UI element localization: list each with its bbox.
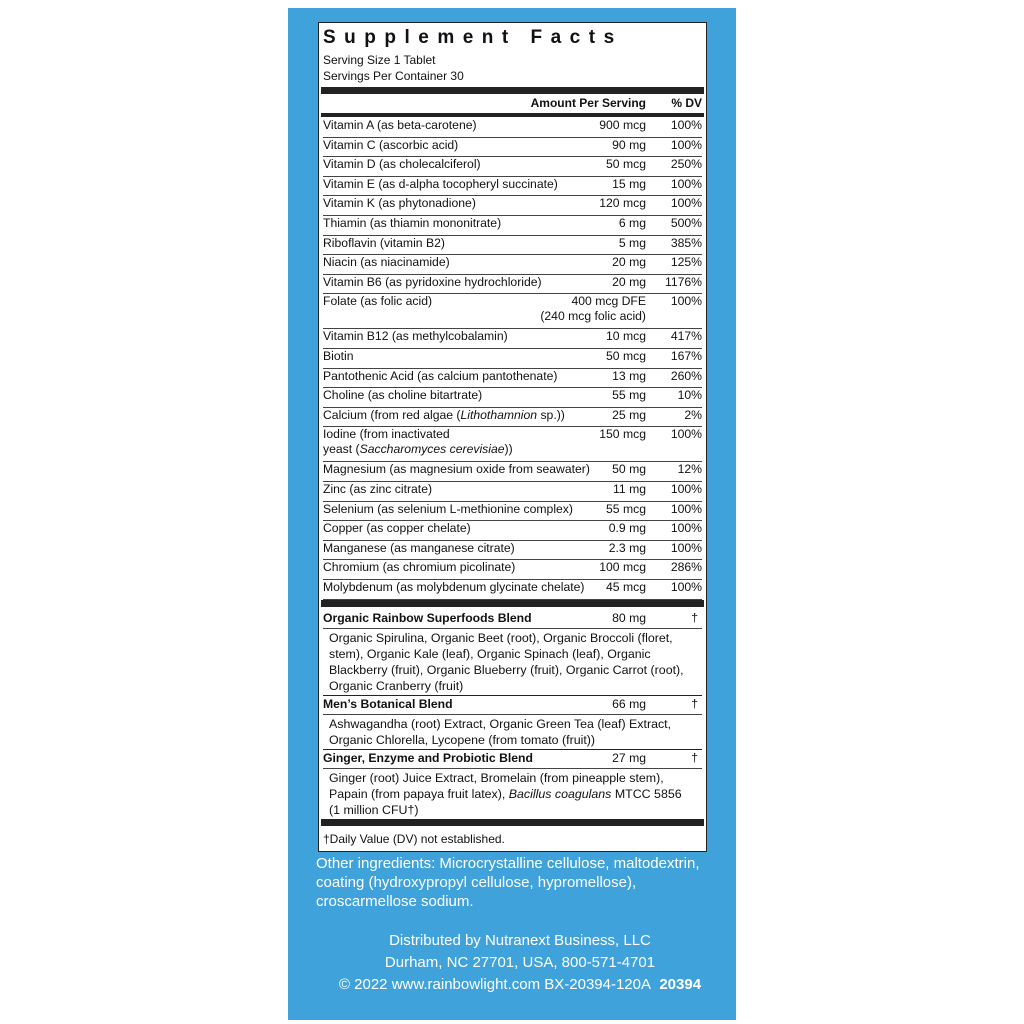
blend-ingredients: Ginger (root) Juice Extract, Bromelain (from pineapple stem), Papain (from papaya fruit latex), Bacillus coagulans MTCC 5856 (1 million CFU†) <box>329 771 682 817</box>
nutrient-dv: 250% <box>670 157 702 172</box>
blend-header <box>323 751 702 769</box>
nutrient-name: Vitamin B12 (as methylcobalamin) <box>323 329 508 344</box>
nutrient-amount: 55 mcg <box>606 501 646 516</box>
nutrient-amount: 6 mg <box>618 216 646 230</box>
nutrient-dv: 100% <box>670 176 702 191</box>
dv-header: % DV <box>671 96 702 110</box>
nutrient-dv: 100% <box>670 540 702 555</box>
nutrient-amount: 11 mg <box>613 482 646 496</box>
blend-ingredients: Organic Spirulina, Organic Beet (root), Organic Broccoli (floret, stem), Organic Kale (leaf), Organic Spinach (leaf), Organic Blackberry (fruit), Organic Blueberry (fruit), Organic Carrot (root), Organic Cranberry (fruit) <box>329 631 684 693</box>
nutrient-name: Folate (as folic acid) <box>323 294 433 309</box>
nutrient-dv: 500% <box>670 216 702 230</box>
nutrient-dv: 286% <box>670 560 702 575</box>
nutrient-amount: 50 mcg <box>606 349 646 363</box>
nutrient-amount: 150 mcg <box>599 427 646 442</box>
nutrient-row <box>323 157 702 177</box>
blend-divider <box>323 749 702 750</box>
nutrient-name: Vitamin C (ascorbic acid) <box>323 137 459 152</box>
blend-divider <box>323 695 702 696</box>
blend-amount: 27 mg <box>612 751 646 765</box>
nutrient-dv: 260% <box>670 368 702 383</box>
nutrient-amount: 13 mg <box>612 368 646 383</box>
nutrient-name: Manganese (as manganese citrate) <box>323 540 515 555</box>
nutrient-name: Riboflavin (vitamin B2) <box>323 235 445 250</box>
blend-dagger: † <box>691 697 698 711</box>
blend-ingredients: Ashwagandha (root) Extract, Organic Green Tea (leaf) Extract, Organic Chlorella, Lycopene (from tomato (fruit)) <box>329 717 672 747</box>
other-ingredients: Other ingredients: Microcrystalline cellulose, maltodextrin, coating (hydroxypropyl cellulose, hypromellose), croscarmellose sodium. <box>316 855 700 910</box>
nutrient-amount: 20 mg <box>612 255 646 270</box>
blend-name: Ginger, Enzyme and Probiotic Blend <box>323 751 533 765</box>
nutrient-name: Magnesium (as magnesium oxide from seawater) <box>323 462 590 477</box>
nutrient-dv: 100% <box>670 482 702 496</box>
nutrient-row <box>323 560 702 580</box>
blend-name: Organic Rainbow Superfoods Blend <box>323 611 532 625</box>
facts-title: Supplement Facts <box>323 27 623 48</box>
distributor-line-3 <box>310 976 730 993</box>
thick-divider-blends <box>321 600 704 607</box>
nutrient-amount: 90 mg <box>612 137 646 152</box>
nutrient-dv: 100% <box>670 137 702 152</box>
blend-name: Men’s Botanical Blend <box>323 697 453 711</box>
nutrient-name: Calcium (from red algae (Lithothamnion sp.)) <box>323 407 565 422</box>
blend-dagger: † <box>691 751 698 765</box>
nutrient-amount: 55 mg <box>612 388 646 403</box>
amount-header: Amount Per Serving <box>530 96 646 110</box>
servings-per-container: Servings Per Container 30 <box>323 69 464 83</box>
nutrient-amount: 50 mcg <box>606 157 646 172</box>
nutrient-name: Vitamin A (as beta-carotene) <box>323 118 477 132</box>
nutrient-name: Selenium (as selenium L-methionine complex) <box>323 501 573 516</box>
nutrient-dv: 100% <box>670 427 702 442</box>
nutrient-name: Vitamin K (as phytonadione) <box>323 196 476 211</box>
dv-footnote: †Daily Value (DV) not established. <box>323 832 505 846</box>
blend-amount: 66 mg <box>612 697 646 711</box>
supplement-facts-box <box>318 22 707 852</box>
nutrient-amount: 20 mg <box>612 274 646 289</box>
nutrient-name: Pantothenic Acid (as calcium pantothenate) <box>323 368 558 383</box>
nutrient-name: Choline (as choline bitartrate) <box>323 388 483 403</box>
nutrient-amount: 25 mg <box>612 407 646 422</box>
nutrient-name: Biotin <box>323 349 354 363</box>
nutrient-row <box>323 196 702 216</box>
nutrient-row <box>323 408 702 428</box>
nutrient-name: Copper (as copper chelate) <box>323 521 471 536</box>
nutrient-dv: 125% <box>670 255 702 270</box>
nutrient-name: Iodine (from inactivated yeast (Saccharomyces cerevisiae)) <box>323 427 513 457</box>
nutrient-row <box>323 177 702 197</box>
serving-size: Serving Size 1 Tablet <box>323 53 436 67</box>
nutrient-dv: 100% <box>670 501 702 516</box>
thick-divider-footer <box>321 819 704 826</box>
nutrient-dv: 100% <box>670 580 702 594</box>
nutrient-amount: 100 mcg <box>599 560 646 575</box>
nutrient-dv: 417% <box>670 329 702 344</box>
nutrient-row <box>323 388 702 408</box>
nutrient-dv: 1176% <box>664 274 702 289</box>
product-code: 20394 <box>659 976 702 993</box>
nutrient-amount: 2.3 mg <box>608 540 646 555</box>
nutrient-row <box>323 462 702 482</box>
nutrient-amount: 400 mcg DFE (240 mcg folic acid) <box>540 294 646 324</box>
nutrient-row <box>323 369 702 389</box>
nutrient-dv: 12% <box>677 462 702 477</box>
distributor-line-1: Distributed by Nutranext Business, LLC <box>389 932 651 949</box>
nutrient-name: Thiamin (as thiamin mononitrate) <box>323 216 502 230</box>
nutrient-amount: 45 mcg <box>606 580 646 594</box>
nutrient-name: Chromium (as chromium picolinate) <box>323 560 516 575</box>
column-header <box>323 96 702 113</box>
nutrient-row <box>323 541 702 561</box>
nutrient-row <box>323 580 702 600</box>
nutrient-row <box>323 216 702 236</box>
nutrient-name: Vitamin D (as cholecalciferol) <box>323 157 481 172</box>
nutrient-dv: 100% <box>670 118 702 132</box>
nutrient-amount: 15 mg <box>612 176 646 191</box>
nutrient-dv: 100% <box>670 521 702 536</box>
nutrient-row <box>323 236 702 256</box>
nutrient-dv: 385% <box>670 235 702 250</box>
nutrient-amount: 120 mcg <box>599 196 646 211</box>
nutrient-row <box>323 482 702 502</box>
nutrient-name: Vitamin E (as d-alpha tocopheryl succinate) <box>323 176 558 191</box>
nutrient-dv: 100% <box>670 294 702 309</box>
nutrient-row <box>323 138 702 158</box>
nutrient-row <box>323 255 702 275</box>
blend-dagger: † <box>691 611 698 625</box>
nutrient-name: Niacin (as niacinamide) <box>323 255 450 270</box>
nutrient-name: Zinc (as zinc citrate) <box>323 482 433 496</box>
medium-divider <box>321 113 704 117</box>
distributor-line-2: Durham, NC 27701, USA, 800-571-4701 <box>384 954 656 971</box>
nutrient-amount: 900 mcg <box>599 118 646 132</box>
nutrient-row <box>323 329 702 349</box>
nutrient-row <box>323 118 702 138</box>
website-and-code: © 2022 www.rainbowlight.com BX-20394-120A <box>338 976 651 993</box>
nutrient-row <box>323 294 702 329</box>
blend-header <box>323 697 702 715</box>
nutrient-row <box>323 275 702 295</box>
blend-header <box>323 611 702 629</box>
nutrient-amount: 0.9 mg <box>608 521 646 536</box>
nutrient-dv: 100% <box>670 196 702 211</box>
nutrient-row <box>323 521 702 541</box>
nutrient-row <box>323 502 702 522</box>
nutrient-dv: 167% <box>670 349 702 363</box>
nutrient-dv: 10% <box>677 388 702 403</box>
nutrient-amount: 10 mcg <box>606 329 646 344</box>
nutrient-row <box>323 427 702 462</box>
nutrient-dv: 2% <box>684 407 702 422</box>
blend-amount: 80 mg <box>612 611 646 625</box>
nutrient-amount: 5 mg <box>618 235 646 250</box>
nutrient-row <box>323 349 702 369</box>
nutrient-name: Molybdenum (as molybdenum glycinate chelate) <box>323 580 585 594</box>
nutrient-name: Vitamin B6 (as pyridoxine hydrochloride) <box>323 274 542 289</box>
thick-divider <box>321 87 704 94</box>
nutrient-amount: 50 mg <box>612 462 646 477</box>
